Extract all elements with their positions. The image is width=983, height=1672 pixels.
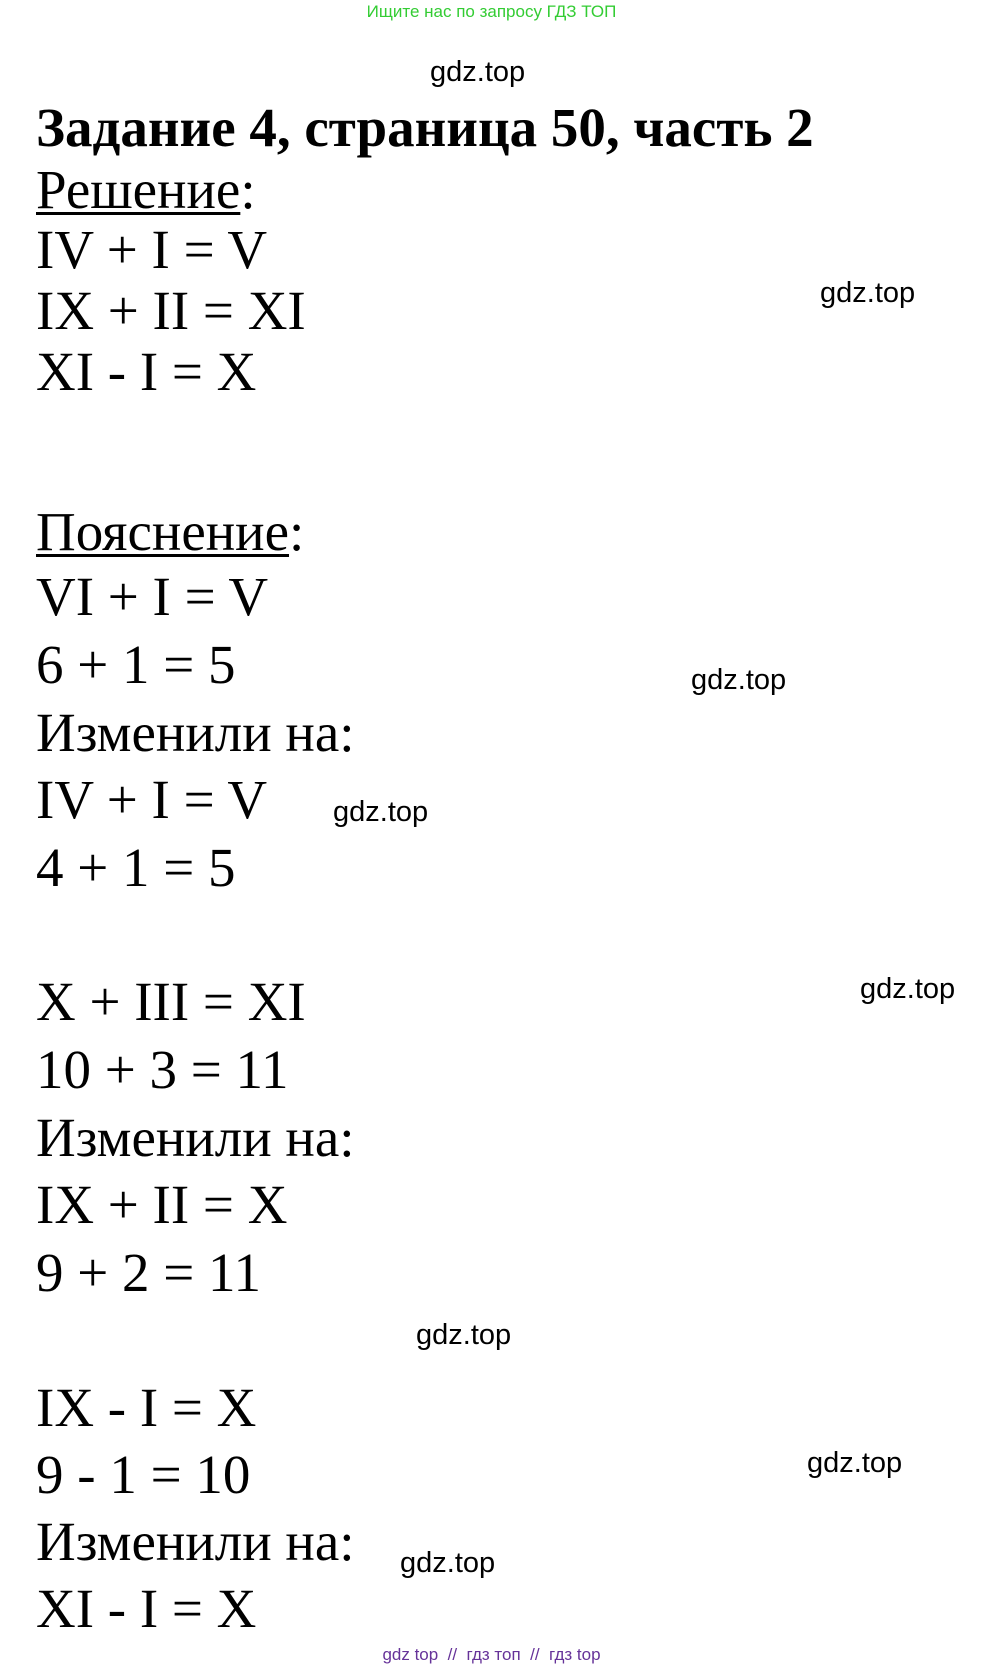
solution-heading-text: Решение <box>36 159 241 220</box>
watermark: gdz.top <box>807 1447 903 1479</box>
solution-line: XI - I = X <box>36 341 257 402</box>
watermark: gdz.top <box>416 1319 512 1351</box>
explanation-line: 6 + 1 = 5 <box>36 634 236 695</box>
explanation-line: Изменили на: <box>36 1511 355 1572</box>
explanation-line: X + III = XI <box>36 971 306 1032</box>
watermark: gdz.top <box>820 277 916 309</box>
explanation-line: VI + I = V <box>36 566 269 627</box>
explanation-line: 9 + 2 = 11 <box>36 1242 261 1303</box>
explanation-line: IV + I = V <box>36 769 268 830</box>
explanation-line: 10 + 3 = 11 <box>36 1039 289 1100</box>
watermark: gdz.top <box>333 796 429 828</box>
explanation-heading <box>36 500 304 564</box>
explanation-heading-text: Пояснение <box>36 501 290 562</box>
solution-heading <box>36 158 256 222</box>
watermark: gdz.top <box>691 664 787 696</box>
watermark: gdz.top <box>430 56 526 88</box>
explanation-line: XI - I = X <box>36 1578 257 1639</box>
solution-line: IV + I = V <box>36 219 268 280</box>
explanation-line: 4 + 1 = 5 <box>36 837 236 898</box>
explanation-line: IX + II = X <box>36 1174 288 1235</box>
explanation-line: 9 - 1 = 10 <box>36 1444 251 1505</box>
search-banner: Ищите нас по запросу ГДЗ ТОП <box>366 2 617 21</box>
solution-line: IX + II = XI <box>36 280 306 341</box>
explanation-line: Изменили на: <box>36 1107 355 1168</box>
watermark: gdz.top <box>400 1547 496 1579</box>
solution-heading-colon: : <box>240 159 256 220</box>
watermark: gdz.top <box>860 973 956 1005</box>
explanation-line: IX - I = X <box>36 1377 257 1438</box>
page-title: Задание 4, страница 50, часть 2 <box>36 97 814 158</box>
explanation-heading-colon: : <box>289 501 305 562</box>
footer-watermark: gdz top // гдз топ // гдз top <box>382 1645 601 1664</box>
explanation-line: Изменили на: <box>36 702 355 763</box>
